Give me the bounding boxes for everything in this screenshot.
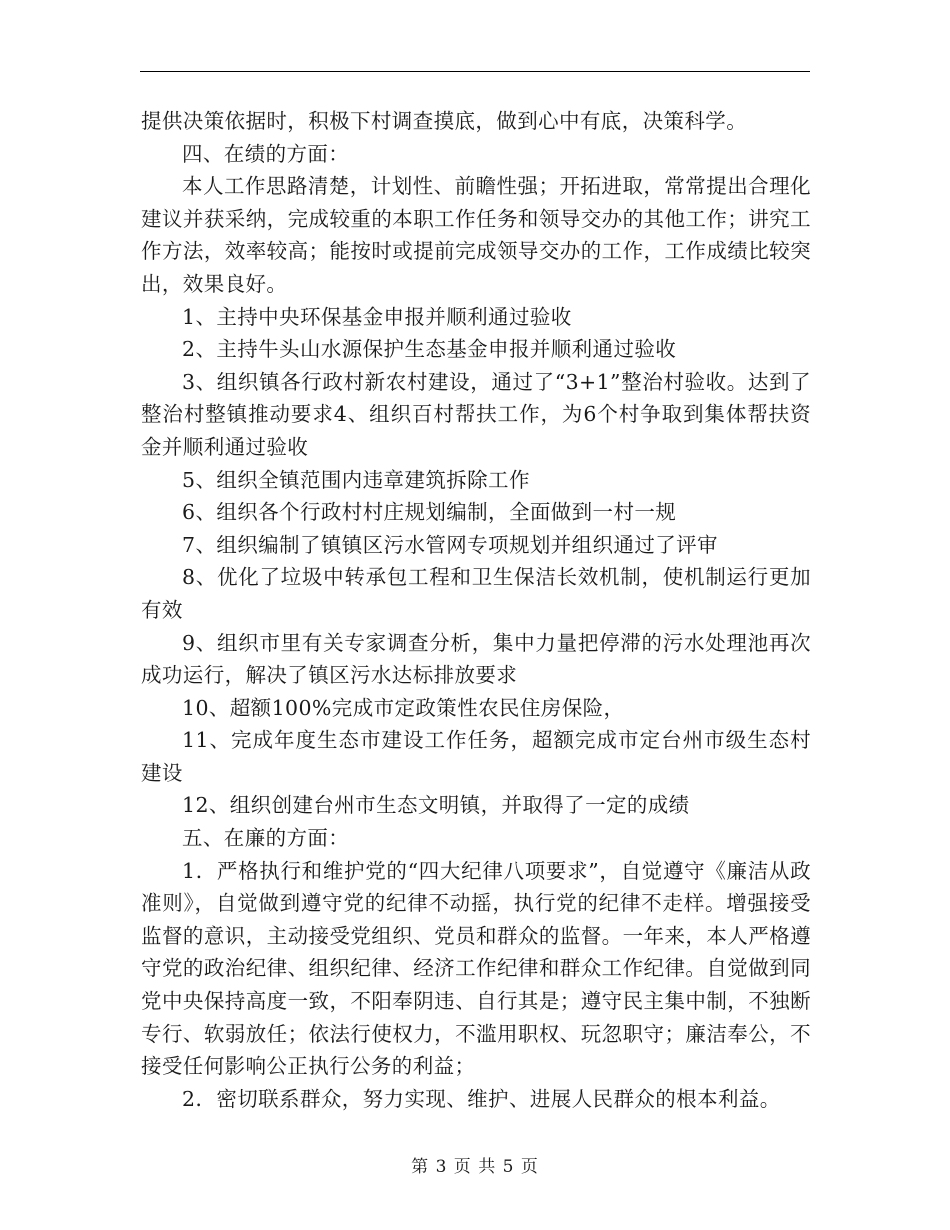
document-body [141, 105, 811, 1115]
list-item: 9、组织市里有关专家调查分析，集中力量把停滞的污水处理池再次成功运行，解决了镇区污水达标排放要求 [141, 630, 811, 688]
list-item: 2．密切联系群众，努力实现、维护、进展人民群众的根本利益。 [182, 1086, 781, 1111]
paragraph: 本人工作思路清楚，计划性、前瞻性强；开拓进取，常常提出合理化建议并获采纳，完成较重的本职工作任务和领导交办的其他工作；讲究工作方法，效率较高；能按时或提前完成领导交办的工作，工作成绩比较突出，效果良好。 [141, 174, 811, 296]
list-item: 3、组织镇各行政村新农村建设，通过了“3+1”整治村验收。达到了整治村整镇推动要求4、组织百村帮扶工作，为6个村争取到集体帮扶资金并顺利通过验收 [141, 369, 811, 459]
list-item: 6、组织各个行政村村庄规划编制，全面做到一村一规 [182, 500, 677, 525]
header-rule [140, 71, 810, 72]
section-heading: 四、在绩的方面： [182, 141, 350, 166]
list-item: 10、超额100%完成市定政策性农民住房保险， [182, 695, 625, 720]
list-item: 12、组织创建台州市生态文明镇，并取得了一定的成绩 [182, 793, 690, 818]
list-item: 1、主持中央环保基金申报并顺利通过验收 [182, 304, 572, 329]
section-heading: 五、在廉的方面： [182, 826, 350, 851]
page-number-footer: 第 3 页 共 5 页 [411, 1157, 539, 1177]
list-item: 7、组织编制了镇镇区污水管网专项规划并组织通过了评审 [182, 532, 718, 557]
list-item: 5、组织全镇范围内违章建筑拆除工作 [182, 467, 530, 492]
list-item: 8、优化了垃圾中转承包工程和卫生保洁长效机制，使机制运行更加有效 [141, 565, 811, 622]
list-item: 1．严格执行和维护党的“四大纪律八项要求”，自觉遵守《廉洁从政准则》，自觉做到遵守党的纪律不动摇，执行党的纪律不走样。增强接受监督的意识，主动接受党组织、党员和群众的监督。一年来，本人严格遵守党的政治纪律、组织纪律、经济工作纪律和群众工作纪律。自觉做到同党中央保持高度一致，不阳奉阴违、自行其是；遵守民主集中制，不独断专行、软弱放任；依法行使权力，不滥用职权、玩忽职守；廉洁奉公，不接受任何影响公正执行公务的利益； [141, 858, 811, 1079]
list-item: 2、主持牛头山水源保护生态基金申报并顺利通过验收 [182, 337, 677, 362]
paragraph: 提供决策依据时，积极下村调查摸底，做到心中有底，决策科学。 [141, 109, 748, 133]
list-item: 11、完成年度生态市建设工作任务，超额完成市定台州市级生态村建设 [141, 728, 811, 785]
